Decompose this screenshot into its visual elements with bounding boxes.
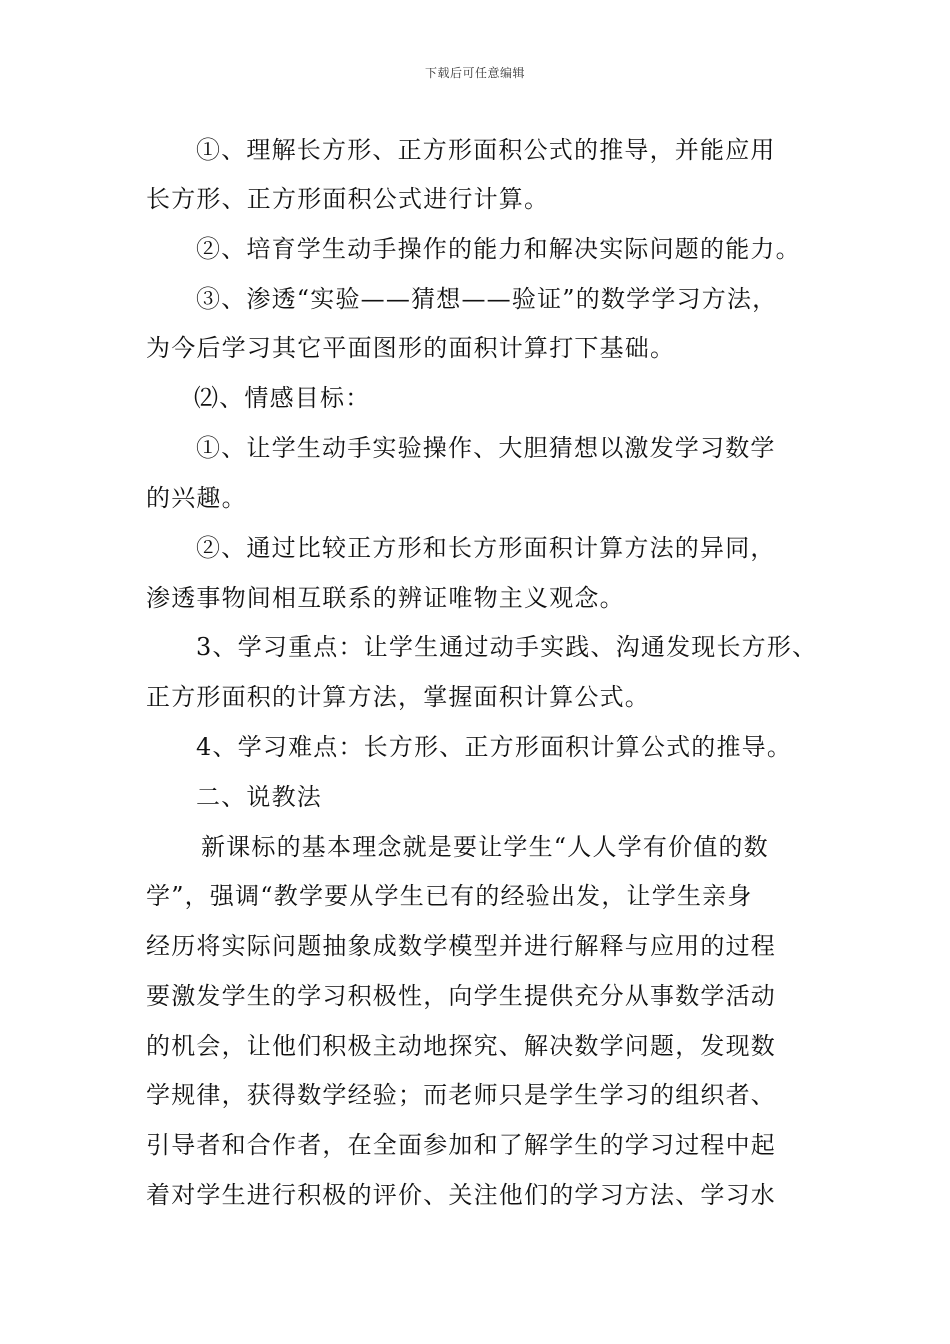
paragraph-line: ③、渗透“实验——猜想——验证”的数学学习方法， bbox=[196, 285, 778, 313]
paragraph-line: 着对学生进行积极的评价、关注他们的学习方法、学习水 bbox=[146, 1181, 776, 1209]
paragraph-line: 4、学习难点：长方形、正方形面积计算公式的推导。 bbox=[196, 733, 793, 761]
page-header-watermark: 下载后可任意编辑 bbox=[424, 66, 525, 80]
paragraph-line: 长方形、正方形面积公式进行计算。 bbox=[146, 185, 550, 213]
paragraph-line: 为今后学习其它平面图形的面积计算打下基础。 bbox=[146, 334, 676, 362]
paragraph-line: 3、学习重点：让学生通过动手实践、沟通发现长方形、 bbox=[196, 633, 818, 661]
paragraph-line: 学”，强调“教学要从学生已有的经验出发，让学生亲身 bbox=[146, 882, 753, 910]
paragraph-line: 新课标的基本理念就是要让学生“人人学有价值的数 bbox=[201, 833, 769, 861]
paragraph-line: 的机会，让他们积极主动地探究、解决数学问题，发现数 bbox=[146, 1032, 776, 1060]
paragraph-line: 引导者和合作者，在全面参加和了解学生的学习过程中起 bbox=[146, 1131, 776, 1159]
paragraph-line: ①、理解长方形、正方形面积公式的推导，并能应用 bbox=[196, 136, 776, 164]
paragraph-line: 经历将实际问题抽象成数学模型并进行解释与应用的过程 bbox=[146, 932, 776, 960]
paragraph-line: 的兴趣。 bbox=[146, 484, 247, 512]
paragraph-line: 正方形面积的计算方法，掌握面积计算公式。 bbox=[146, 683, 650, 711]
paragraph-line: ②、通过比较正方形和长方形面积计算方法的异同， bbox=[196, 534, 776, 562]
paragraph-line: 要激发学生的学习积极性，向学生提供充分从事数学活动 bbox=[146, 982, 776, 1010]
paragraph-line: ②、培育学生动手操作的能力和解决实际问题的能力。 bbox=[196, 235, 801, 263]
section-heading: ⑵、情感目标： bbox=[194, 384, 371, 412]
section-heading: 二、说教法 bbox=[196, 783, 322, 811]
paragraph-line: 渗透事物间相互联系的辨证唯物主义观念。 bbox=[146, 584, 625, 612]
paragraph-line: ①、让学生动手实验操作、大胆猜想以激发学习数学 bbox=[196, 434, 776, 462]
paragraph-line: 学规律，获得数学经验；而老师只是学生学习的组织者、 bbox=[146, 1081, 776, 1109]
